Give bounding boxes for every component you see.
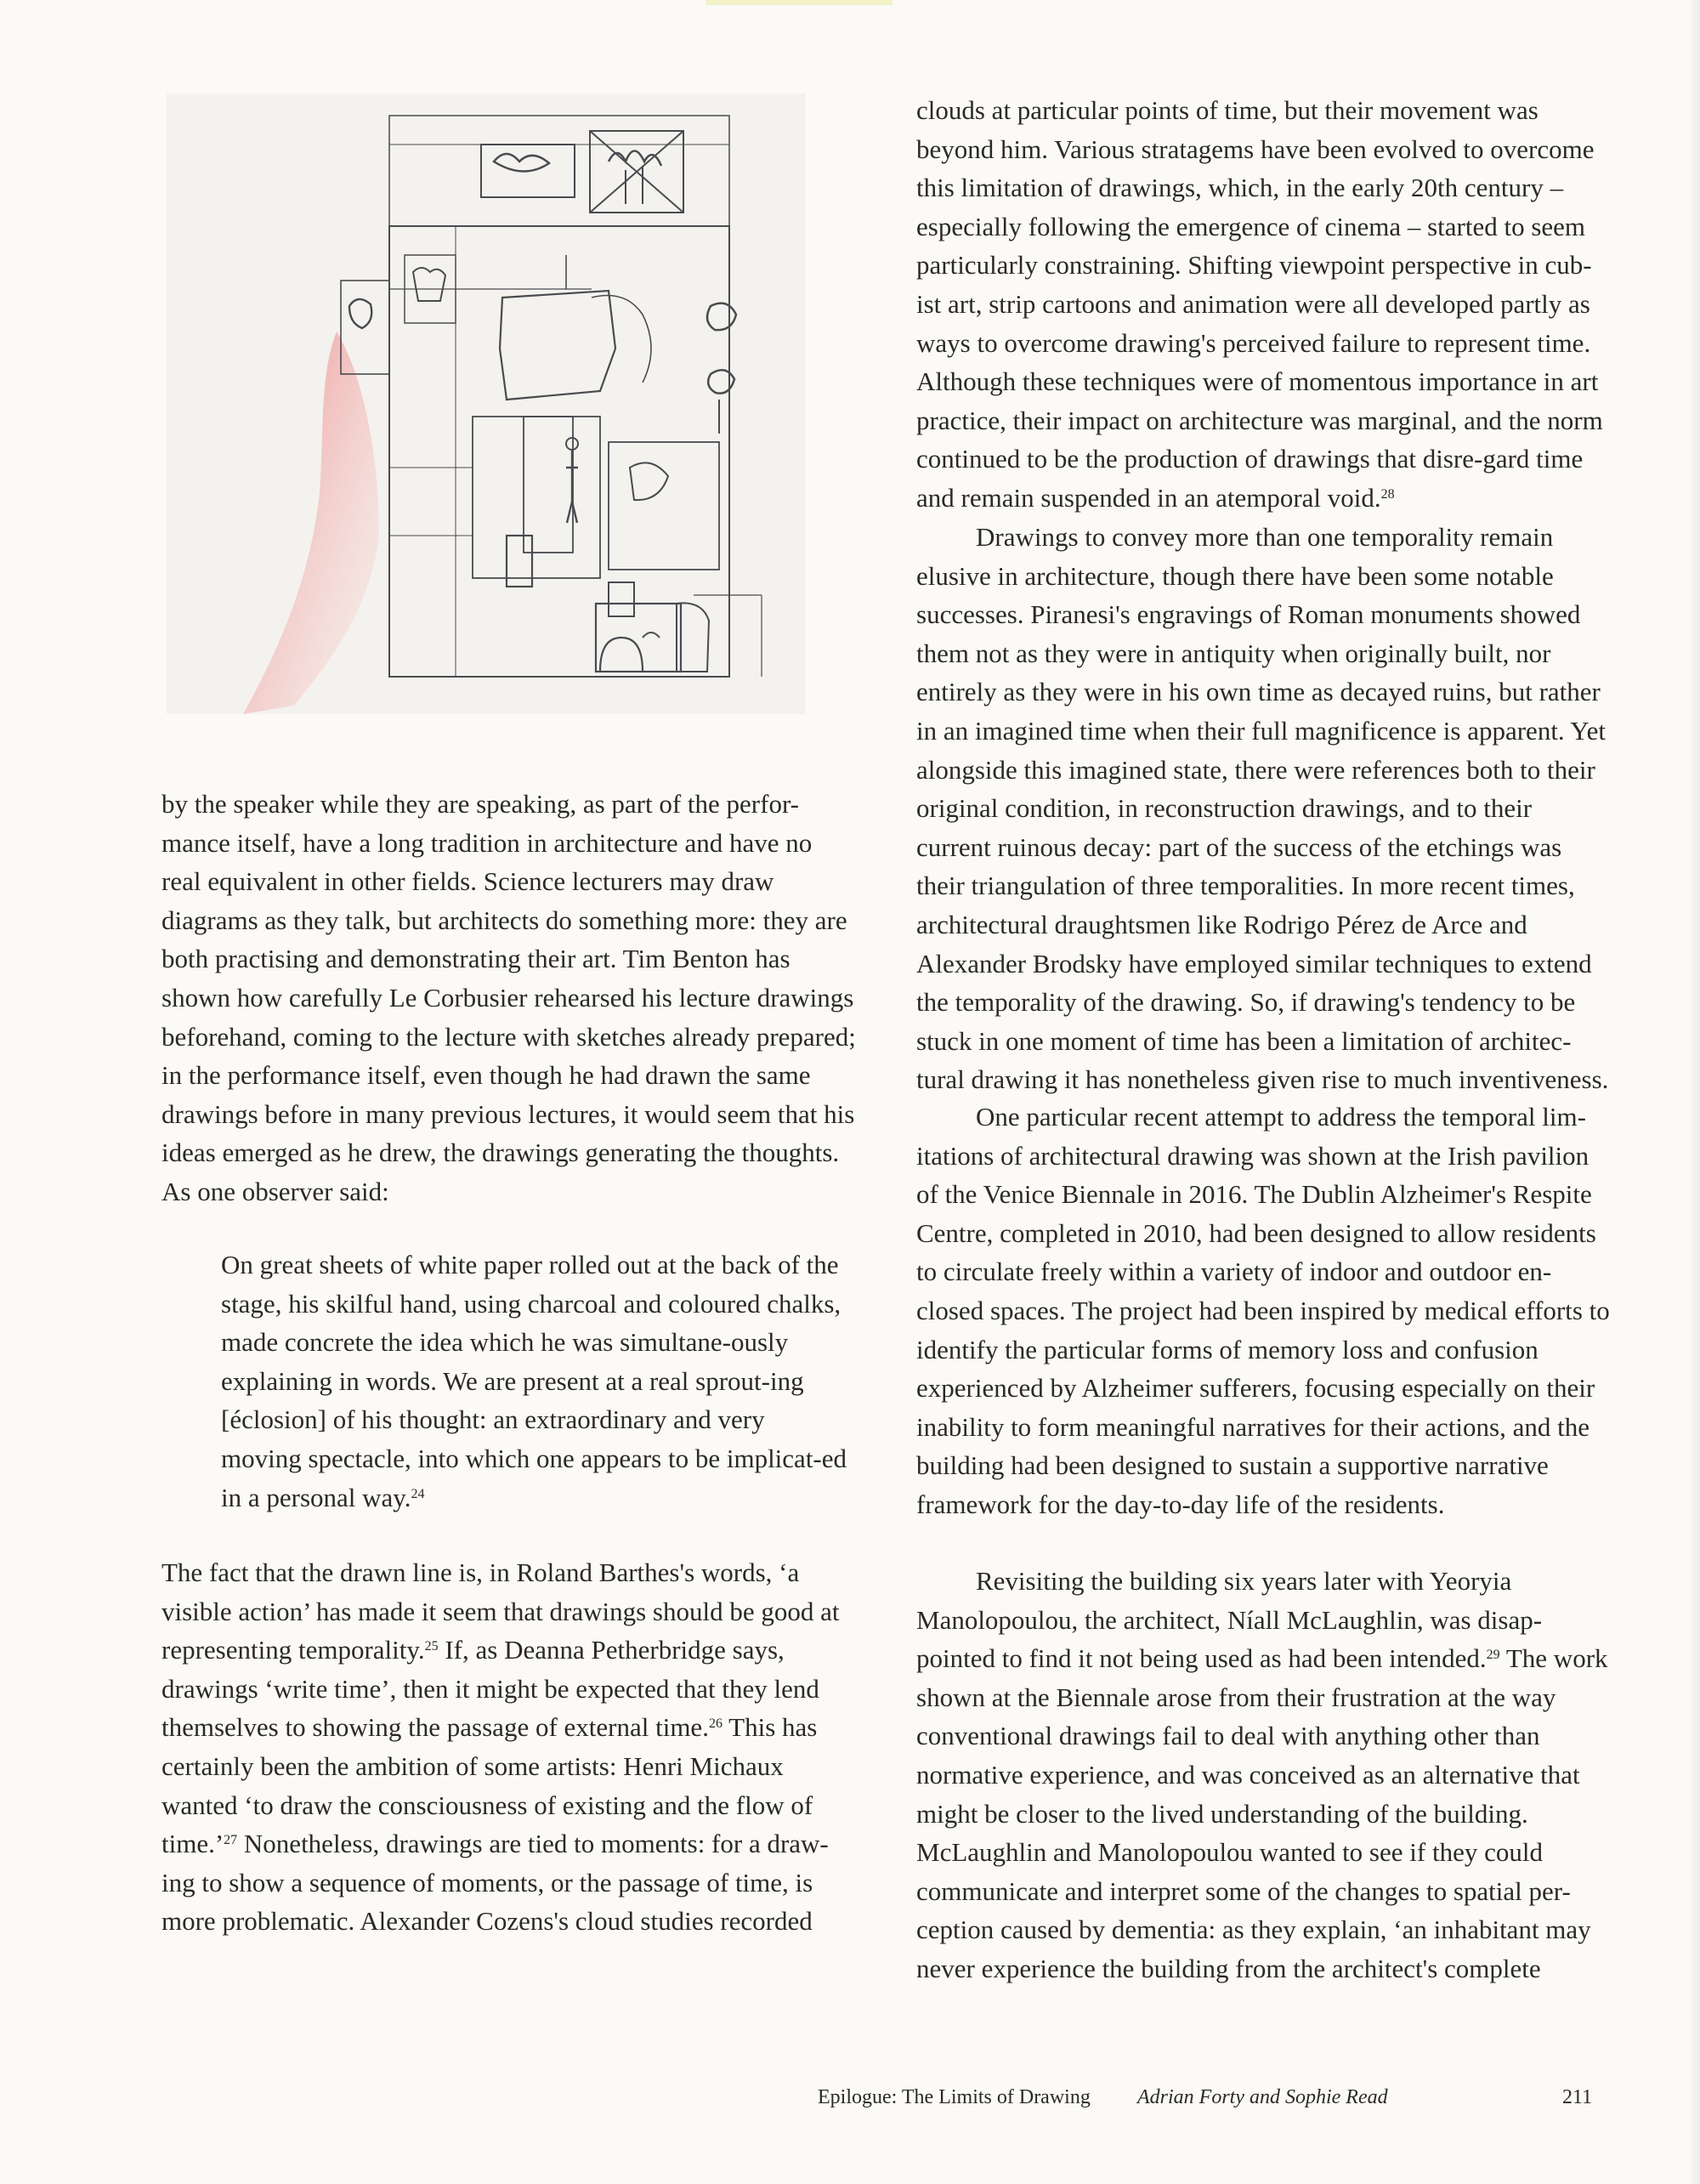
footnote-ref: 27 <box>224 1833 238 1848</box>
sketch-figure <box>167 94 806 714</box>
paragraph-text: One particular recent attempt to address the temporal lim-itations of architectural drawing was shown at the Irish pavilion of the Venice Biennale in 2016. The Dublin Alzheimer's Respite Centre, completed in 2010, had been designed to allow residents to circulate freely within a variety of indoor and outdoor en-closed spaces. The project had been inspired by medical efforts to identify the particular forms of memory loss and confusion experienced by Alzheimer sufferers, focusing especially on their inability to form meaningful narratives for their actions, and the building had been designed to sustain a supportive narrative framework for the day-to-day life of the residents. <box>916 1102 1610 1519</box>
body-paragraph <box>916 518 1610 1099</box>
top-edge-mark <box>706 0 892 5</box>
body-paragraph <box>916 91 1610 518</box>
paragraph-text: Nonetheless, drawings are tied to moments: for a draw-ing to show a sequence of moments, or the passage of time, is more problematic. Alexander Cozens's cloud studies recorded <box>162 1829 829 1937</box>
paragraph-text: The fact that the drawn line is, in Roland Barthes's words, ‘a visible action’ has made it seem that drawings should be good at representing temporality. <box>162 1557 840 1665</box>
page-number: 211 <box>1562 2086 1593 2108</box>
paragraph-text: Revisiting the building six years later with Yeoryia Manolopoulou, the architect, Níall McLaughlin, was disap-pointed to find it not being used as had been intended. <box>916 1566 1543 1674</box>
paragraph-text: This has certainly been the ambition of some artists: Henri Michaux wanted ‘to draw the consciousness of existing and the flow of time.’ <box>162 1712 818 1859</box>
running-footer-authors: Adrian Forty and Sophie Read <box>1137 2086 1388 2108</box>
running-footer-title: Epilogue: The Limits of Drawing <box>818 2086 1091 2108</box>
footnote-ref: 26 <box>708 1716 722 1732</box>
page-edge-shadow <box>1688 0 1700 2184</box>
body-paragraph <box>162 1553 857 1941</box>
block-quote <box>221 1245 850 1517</box>
footnote-ref: 28 <box>1380 486 1395 502</box>
body-paragraph <box>916 1562 1610 1988</box>
paragraph-text: If, as Deanna Petherbridge says, drawings ‘write time’, then it might be expected that they lend themselves to showing the passage of external time. <box>162 1635 819 1743</box>
footnote-ref: 24 <box>411 1486 425 1501</box>
architectural-sketch <box>167 94 806 714</box>
body-paragraph <box>916 1098 1610 1524</box>
footnote-ref: 29 <box>1486 1648 1500 1663</box>
quote-text: On great sheets of white paper rolled out at the back of the stage, his skilful hand, using charcoal and coloured chalks, made concrete the idea which he was simultane-ously explaining in words. We are present at a real sprout-ing [éclosion] of his thought: an extraordinary and very moving spectacle, into which one appears to be implicat-ed in a personal way. <box>221 1250 847 1512</box>
paragraph-text: by the speaker while they are speaking, as part of the perfor-mance itself, have a long tradition in architecture and have no real equivalent in other fields. Science lecturers may draw diagrams as they talk, but architects do something more: they are both practising and demonstrating their art. Tim Benton has shown how carefully Le Corbusier rehearsed his lecture drawings beforehand, coming to the lecture with sketches already prepared; in the performance itself, even though he had drawn the same drawings before in many previous lectures, it would seem that his ideas emerged as he drew, the drawings generating the thoughts. As one observer said: <box>162 789 856 1206</box>
paragraph-text: clouds at particular points of time, but their movement was beyond him. Various stratagems have been evolved to overcome this limitation of drawings, which, in the early 20th century – especially following the emergence of cinema – started to seem particularly constraining. Shifting viewpoint perspective in cub-ist art, strip cartoons and animation were all developed partly as ways to overcome drawing's perceived failure to represent time. Although these techniques were of momentous importance in art practice, their impact on architecture was marginal, and the norm continued to be the production of drawings that disre-gard time and remain suspended in an atemporal void. <box>916 95 1603 513</box>
paragraph-text: The work shown at the Biennale arose from their frustration at the way conventional drawings fail to deal with anything other than normative experience, and was conceived as an alternative that might be closer to the lived understanding of the building. McLaughlin and Manolopoulou wanted to see if they could communicate and interpret some of the changes to spatial per-ception caused by dementia: as they explain, ‘an inhabitant may never experience the building from the architect's complete <box>916 1643 1608 1983</box>
footnote-ref: 25 <box>424 1639 439 1654</box>
body-paragraph <box>162 785 857 1211</box>
paragraph-text: Drawings to convey more than one temporality remain elusive in architecture, though there have been some notable successes. Piranesi's engravings of Roman monuments showed them not as they were in antiquity when originally built, nor entirely as they were in his own time as decayed ruins, but rather in an imagined time when their full magnificence is apparent. Yet alongside this imagined state, there were references both to their original condition, in reconstruction drawings, and to their current ruinous decay: part of the success of the etchings was their triangulation of three temporalities. In more recent times, architectural draughtsmen like Rodrigo Pérez de Arce and Alexander Brodsky have employed similar techniques to extend the temporality of the drawing. So, if drawing's tendency to be stuck in one moment of time has been a limitation of architec-tural drawing it has nonetheless given rise to much inventiveness. <box>916 522 1609 1095</box>
